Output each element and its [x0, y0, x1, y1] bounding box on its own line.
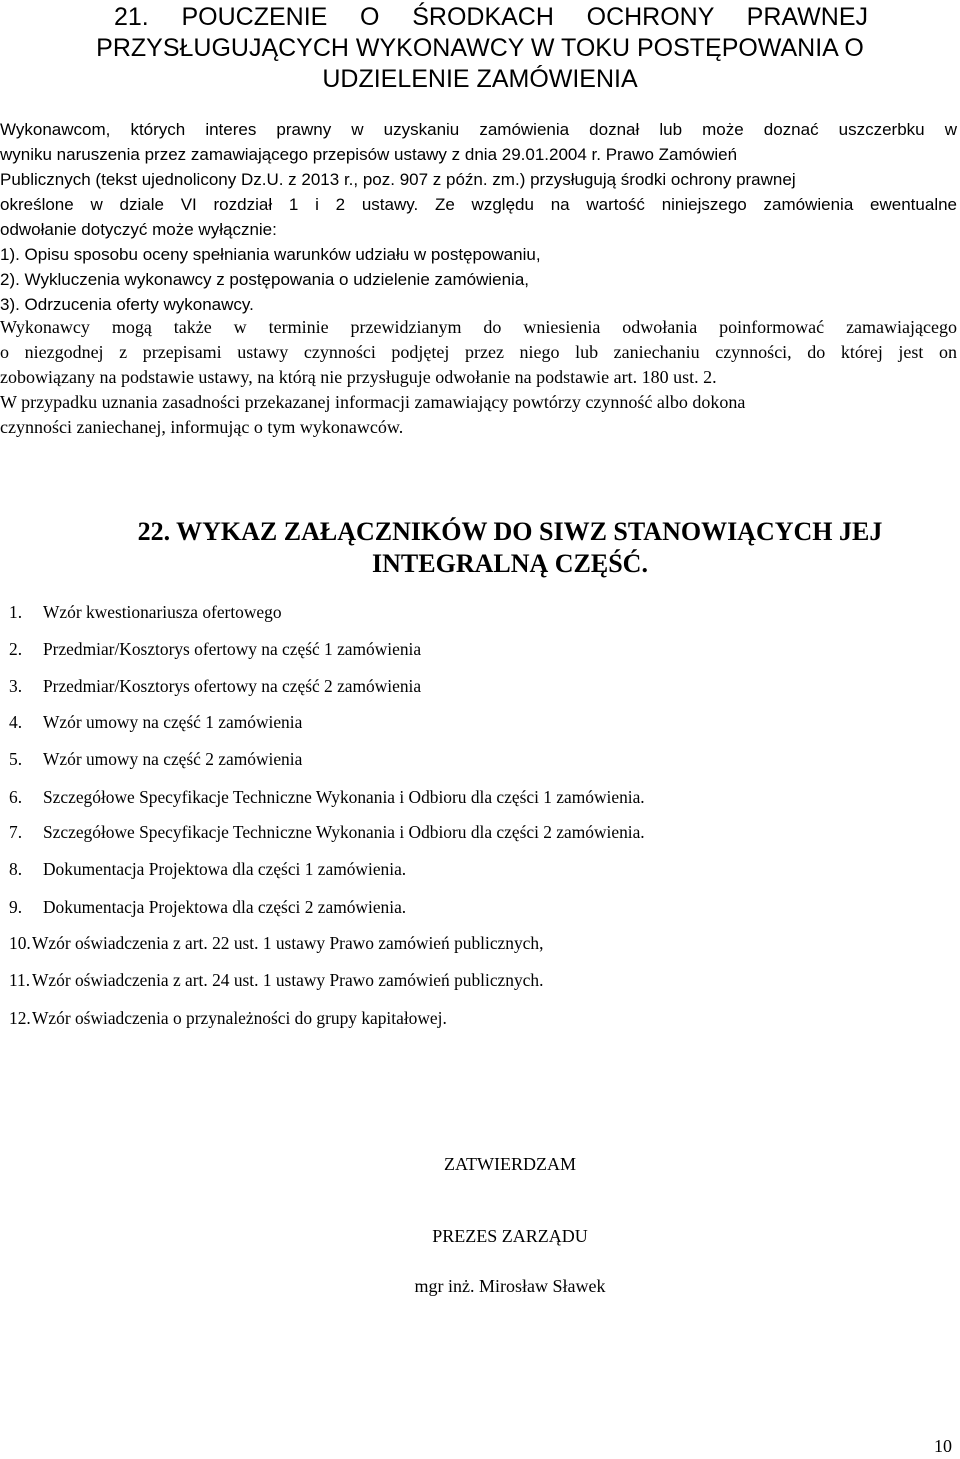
body-line-5: czynności zaniechanej, informując o tym wykonawców.: [0, 417, 404, 437]
list-item: 3. Przedmiar/Kosztorys ofertowy na część 2 zamówienia: [9, 676, 422, 696]
body-line-2: o niezgodnej z przepisami ustawy czynności podjętej przez niego lub zaniechaniu czynności, do której jest on: [0, 342, 957, 362]
section-21-title-line-3: UDZIELENIE ZAMÓWIENIA: [322, 65, 638, 93]
intro-line-3: Publicznych (tekst ujednolicony Dz.U. z 2013 r., poz. 907 z późn. zm.) przysługują środki ochrony prawnej: [0, 170, 796, 189]
intro-list-item-1: 1). Opisu sposobu oceny spełniania warunków udziału w postępowaniu,: [0, 245, 541, 264]
intro-list-item-2: 2). Wykluczenia wykonawcy z postępowania o udzielenie zamówienia,: [0, 270, 530, 289]
signatory-name: mgr inż. Mirosław Sławek: [414, 1276, 606, 1296]
body-line-3: zobowiązany na podstawie ustawy, na którą nie przysługuje odwołanie na podstawie art. 180 ust. 2.: [0, 367, 717, 387]
page-number: 10: [934, 1436, 952, 1456]
signatory-role: PREZES ZARZĄDU: [432, 1226, 588, 1246]
list-item: 11. Wzór oświadczenia z art. 24 ust. 1 ustawy Prawo zamówień publicznych.: [9, 970, 544, 990]
list-item: 4. Wzór umowy na część 1 zamówienia: [9, 712, 303, 732]
list-item: 9. Dokumentacja Projektowa dla części 2 zamówienia.: [9, 897, 407, 917]
section-21-title-line-2: PRZYSŁUGUJĄCYCH WYKONAWCY W TOKU POSTĘPOWANIA O: [96, 34, 864, 62]
section-21-title: [0, 2, 960, 95]
approval-label: ZATWIERDZAM: [444, 1154, 576, 1174]
list-item: 12.Wzór oświadczenia o przynależności do grupy kapitałowej.: [9, 1008, 447, 1028]
body-line-4: W przypadku uznania zasadności przekazanej informacji zamawiający powtórzy czynność albo dokona: [0, 392, 746, 412]
intro-line-4: określone w dziale VI rozdział 1 i 2 ustawy. Ze względu na wartość niniejszego zamówienia ewentualne: [0, 195, 957, 214]
list-item: 1. Wzór kwestionariusza ofertowego: [9, 602, 282, 622]
list-item: 2. Przedmiar/Kosztorys ofertowy na część 1 zamówienia: [9, 639, 422, 659]
section-22-title-line-1: 22. WYKAZ ZAŁĄCZNIKÓW DO SIWZ STANOWIĄCYCH JEJ: [137, 517, 883, 546]
section-22-title-line-2: INTEGRALNĄ CZĘŚĆ.: [372, 549, 648, 578]
section-21-title-line-1: 21. POUCZENIE O ŚRODKACH OCHRONY PRAWNEJ: [114, 3, 868, 31]
body-line-1: Wykonawcy mogą także w terminie przewidzianym do wniesienia odwołania poinformować zamawiającego: [0, 317, 957, 337]
intro-list-item-3: 3). Odrzucenia oferty wykonawcy.: [0, 295, 254, 314]
intro-line-2: wyniku naruszenia przez zamawiającego przepisów ustawy z dnia 29.01.2004 r. Prawo Zamówień: [0, 145, 738, 164]
list-item: 7. Szczegółowe Specyfikacje Techniczne Wykonania i Odbioru dla części 2 zamówienia.: [9, 822, 645, 842]
list-item: 6. Szczegółowe Specyfikacje Techniczne Wykonania i Odbioru dla części 1 zamówienia.: [9, 787, 645, 807]
intro-line-5: odwołanie dotyczyć może wyłącznie:: [0, 220, 277, 239]
intro-line-1: Wykonawcom, których interes prawny w uzyskaniu zamówienia doznał lub może doznać uszczerbku w: [0, 120, 957, 139]
list-item: 5. Wzór umowy na część 2 zamówienia: [9, 749, 303, 769]
list-item: 8. Dokumentacja Projektowa dla części 1 zamówienia.: [9, 859, 407, 879]
list-item: 10.Wzór oświadczenia z art. 22 ust. 1 ustawy Prawo zamówień publicznych,: [9, 933, 544, 953]
section-22-title: [0, 516, 960, 580]
